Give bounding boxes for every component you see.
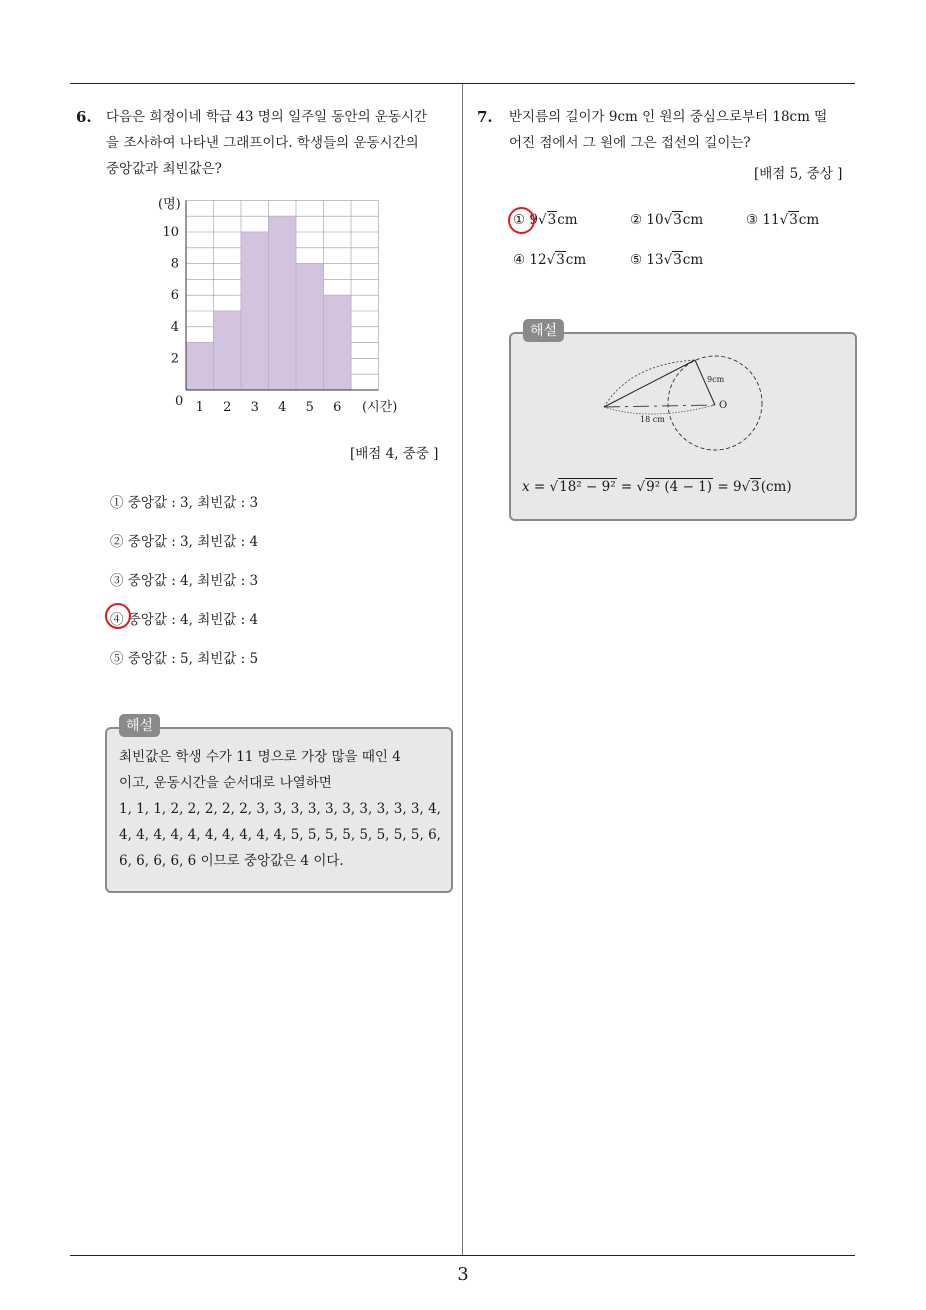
choice-radicand: 3 <box>673 252 682 268</box>
x-tick-label: 6 <box>333 400 342 415</box>
formula-radicand-1: 18² − 9² <box>559 479 616 495</box>
x-tick-label: 1 <box>195 400 204 415</box>
formula-unit: (cm) <box>760 479 792 495</box>
choice-unit: cm <box>565 252 587 268</box>
choice-mark: ④ <box>513 252 526 268</box>
formula-radicand-2: 9² (4 − 1) <box>646 479 713 495</box>
y-tick-labels <box>162 225 179 366</box>
q6-text-line: 을 조사하여 나타낸 그래프이다. 학생들의 운동시간의 <box>106 135 419 151</box>
page-number: 3 <box>457 1264 469 1285</box>
x-tick-label: 4 <box>278 400 287 415</box>
q6-histogram <box>140 190 420 425</box>
choice-coef: 9 <box>529 212 538 228</box>
y-tick-label: 4 <box>170 319 179 335</box>
choice-mark: ③ <box>746 212 759 228</box>
q7-solution-tag: 해설 <box>523 319 564 342</box>
formula-radicand-3: 3 <box>751 479 760 495</box>
chart-bars <box>186 216 351 390</box>
choice-unit: cm <box>798 212 820 228</box>
q6-solution-line: 6, 6, 6, 6, 6 이므로 중앙값은 4 이다. <box>119 853 344 869</box>
answer-circle-mark <box>105 603 131 629</box>
q6-choice-5[interactable]: ⑤ 중앙값 : 5, 최빈값 : 5 <box>110 651 259 667</box>
q7-text-line: 반지름의 길이가 9cm 인 원의 중심으로부터 18cm 떨 <box>509 109 828 125</box>
y-tick-label: 8 <box>170 256 179 272</box>
q7-choice-2[interactable]: ② 10√3cm <box>630 212 704 228</box>
histogram-bar <box>324 295 352 390</box>
q6-choice-2[interactable]: ② 중앙값 : 3, 최빈값 : 4 <box>110 534 259 550</box>
tangent-segment <box>604 360 695 407</box>
choice-radicand: 3 <box>547 212 557 228</box>
histogram-bar <box>241 232 269 390</box>
q7-text-line: 어진 점에서 그 원에 그은 접선의 길이는? <box>509 135 751 151</box>
q7-number: 7. <box>477 108 493 126</box>
q6-choice-4[interactable]: ④ 중앙값 : 4, 최빈값 : 4 <box>110 612 259 628</box>
q6-choice-1[interactable]: ① 중앙값 : 3, 최빈값 : 3 <box>110 495 259 511</box>
choice-radicand: 3 <box>789 212 798 228</box>
q6-solution-line: 이고, 운동시간을 순서대로 나열하면 <box>119 775 332 791</box>
y-axis-label: (명) <box>158 197 181 212</box>
choice-coef: 13 <box>646 252 664 268</box>
choice-unit: cm <box>557 212 578 228</box>
histogram-bar <box>186 343 214 390</box>
choice-unit: cm <box>682 252 704 268</box>
choice-mark: ② <box>630 212 643 228</box>
q6-text-line: 중앙값과 최빈값은? <box>106 161 222 177</box>
choice-unit: cm <box>682 212 704 228</box>
q6-choice-3[interactable]: ③ 중앙값 : 4, 최빈값 : 3 <box>110 573 259 589</box>
bottom-rule <box>70 1255 855 1256</box>
choice-radicand: 3 <box>673 212 682 228</box>
x-tick-label: 5 <box>305 400 314 415</box>
tangent-diagram <box>590 350 780 460</box>
q6-solution-line: 1, 1, 1, 2, 2, 2, 2, 2, 3, 3, 3, 3, 3, 3, 3, 3, 3, 3, 4, <box>119 801 441 817</box>
circle-shape <box>668 356 762 450</box>
q7-formula: x = √18² − 9² = √9² (4 − 1) = 9√3(cm) <box>522 479 792 495</box>
y-tick-label: 6 <box>170 288 179 304</box>
center-label: O <box>719 400 728 411</box>
column-divider <box>462 84 463 1256</box>
formula-lhs: x <box>522 479 530 495</box>
x-tick-labels <box>196 400 342 415</box>
q6-text-line: 다음은 희정이네 학급 43 명의 일주일 동안의 운동시간 <box>106 109 428 125</box>
y-tick-label: 2 <box>170 351 179 367</box>
histogram-bar <box>214 311 242 390</box>
histogram-bar <box>296 264 324 390</box>
choice-coef: 11 <box>762 212 780 228</box>
choice-coef: 12 <box>529 252 547 268</box>
answer-circle-mark <box>508 207 535 234</box>
q7-score: [배점 5, 중상 ] <box>754 166 843 182</box>
q6-score: [배점 4, 중중 ] <box>350 446 439 462</box>
q7-choice-4[interactable]: ④ 12√3cm <box>513 252 587 268</box>
x-axis-label: (시간) <box>362 400 398 415</box>
choice-coef: 10 <box>646 212 664 228</box>
q6-solution-tag: 해설 <box>119 714 160 737</box>
choice-radicand: 3 <box>556 252 565 268</box>
distance-brace <box>604 405 715 414</box>
q7-choice-1[interactable]: ① 9√3cm <box>513 212 578 228</box>
y-tick-label: 10 <box>162 225 179 240</box>
x-tick-label: 3 <box>250 400 259 415</box>
q7-choice-5[interactable]: ⑤ 13√3cm <box>630 252 704 268</box>
q6-number: 6. <box>76 108 92 126</box>
q7-question-text <box>509 104 859 156</box>
histogram-bar <box>269 216 297 390</box>
q6-solution-text <box>119 744 449 874</box>
x-tick-label: 2 <box>223 400 232 415</box>
distance-label: 18 cm <box>640 415 665 424</box>
distance-segment <box>604 405 715 407</box>
choice-mark: ① <box>513 212 526 228</box>
q6-solution-line: 최빈값은 학생 수가 11 명으로 가장 많을 때인 4 <box>119 749 401 765</box>
formula-coef: 9 <box>732 479 742 495</box>
q6-question-text <box>106 104 456 182</box>
q6-solution-line: 4, 4, 4, 4, 4, 4, 4, 4, 4, 4, 5, 5, 5, 5, 5, 5, 5, 5, 6, <box>119 827 441 843</box>
q7-choice-3[interactable]: ③ 11√3cm <box>746 212 820 228</box>
radius-label: 9cm <box>707 375 725 384</box>
origin-label: 0 <box>175 394 184 409</box>
choice-mark: ⑤ <box>630 252 643 268</box>
